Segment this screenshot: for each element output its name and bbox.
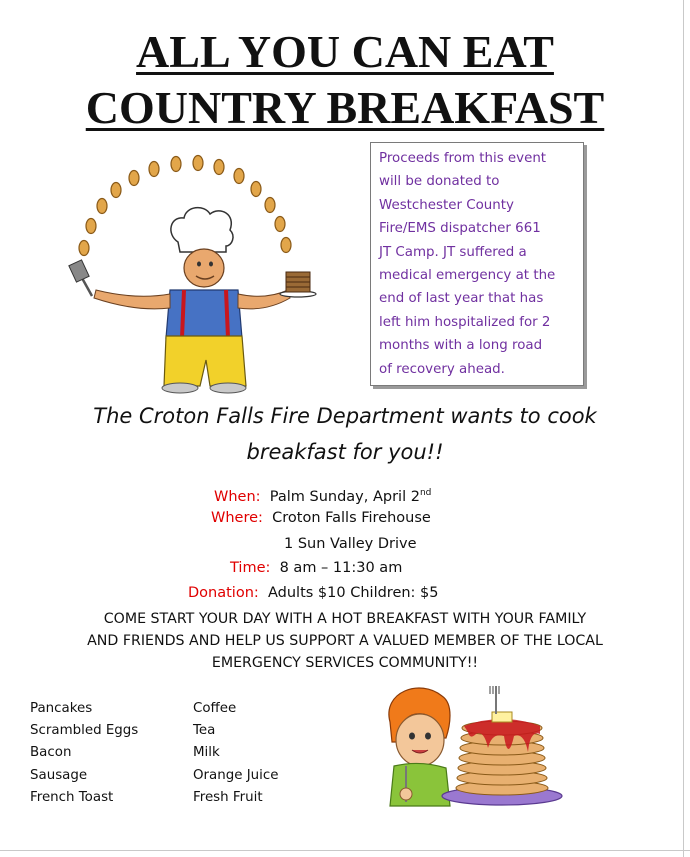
title-line-1: ALL YOU CAN EAT: [136, 26, 554, 77]
donation-value: Adults $10 Children: $5: [268, 585, 439, 601]
juggling-chef-illustration: [66, 150, 336, 400]
proceeds-line: of recovery ahead.: [379, 361, 505, 377]
proceeds-line: Proceeds from this event: [379, 151, 547, 166]
proceeds-line: JT Camp. JT suffered a: [379, 244, 527, 260]
proceeds-line: medical emergency at the: [379, 268, 556, 284]
menu-item: Bacon: [30, 745, 72, 761]
menu-item: French Toast: [30, 789, 114, 805]
menu-item: Sausage: [30, 767, 88, 783]
proceeds-note-box: [370, 142, 584, 386]
when-row: [214, 482, 431, 508]
when-label: When:: [214, 488, 261, 505]
cta-line-3: EMERGENCY SERVICES COMMUNITY!!: [211, 655, 479, 671]
donation-label: Donation:: [188, 585, 259, 601]
cta-line-1: COME START YOUR DAY WITH A HOT BREAKFAST WITH YOUR FAMILY: [103, 611, 587, 627]
where-label: Where:: [211, 510, 263, 526]
where-row: [211, 507, 431, 529]
menu-item: Coffee: [193, 701, 237, 716]
cta-line-2: AND FRIENDS AND HELP US SUPPORT A VALUED MEMBER OF THE LOCAL: [87, 633, 603, 649]
time-row: [230, 557, 402, 579]
menu-item: Fresh Fruit: [193, 789, 263, 805]
time-label: Time:: [230, 560, 271, 576]
menu-item: Pancakes: [30, 701, 93, 716]
donation-row: [188, 582, 439, 604]
food-menu: [30, 698, 138, 809]
menu-item: Tea: [193, 723, 216, 739]
menu-item: Scrambled Eggs: [30, 723, 139, 739]
call-to-action: [0, 608, 690, 674]
menu-item: Milk: [193, 745, 220, 761]
title-line-2: COUNTRY BREAKFAST: [85, 82, 605, 133]
when-value: Palm Sunday, April 2: [269, 488, 420, 505]
menu-item: Orange Juice: [193, 767, 279, 783]
where-line-2: 1 Sun Valley Drive: [284, 536, 417, 552]
proceeds-line: Westchester County: [379, 197, 514, 213]
proceeds-line: left him hospitalized for 2: [379, 314, 551, 330]
when-suffix: nd: [419, 488, 432, 498]
drinks-menu: [193, 698, 279, 809]
where-line-1: Croton Falls Firehouse: [272, 510, 431, 526]
page-border-bottom: [0, 850, 690, 851]
headline-line-1: The Croton Falls Fire Department wants to cook: [93, 404, 597, 428]
girl-eating-pancakes-illustration: [380, 682, 580, 807]
proceeds-line: months with a long road: [379, 338, 543, 354]
proceeds-line: Fire/EMS dispatcher 661: [379, 221, 541, 237]
proceeds-line: end of last year that has: [379, 291, 544, 307]
headline-line-2: breakfast for you!!: [246, 440, 444, 464]
proceeds-line: will be donated to: [379, 174, 500, 190]
time-value: 8 am – 11:30 am: [279, 560, 403, 576]
